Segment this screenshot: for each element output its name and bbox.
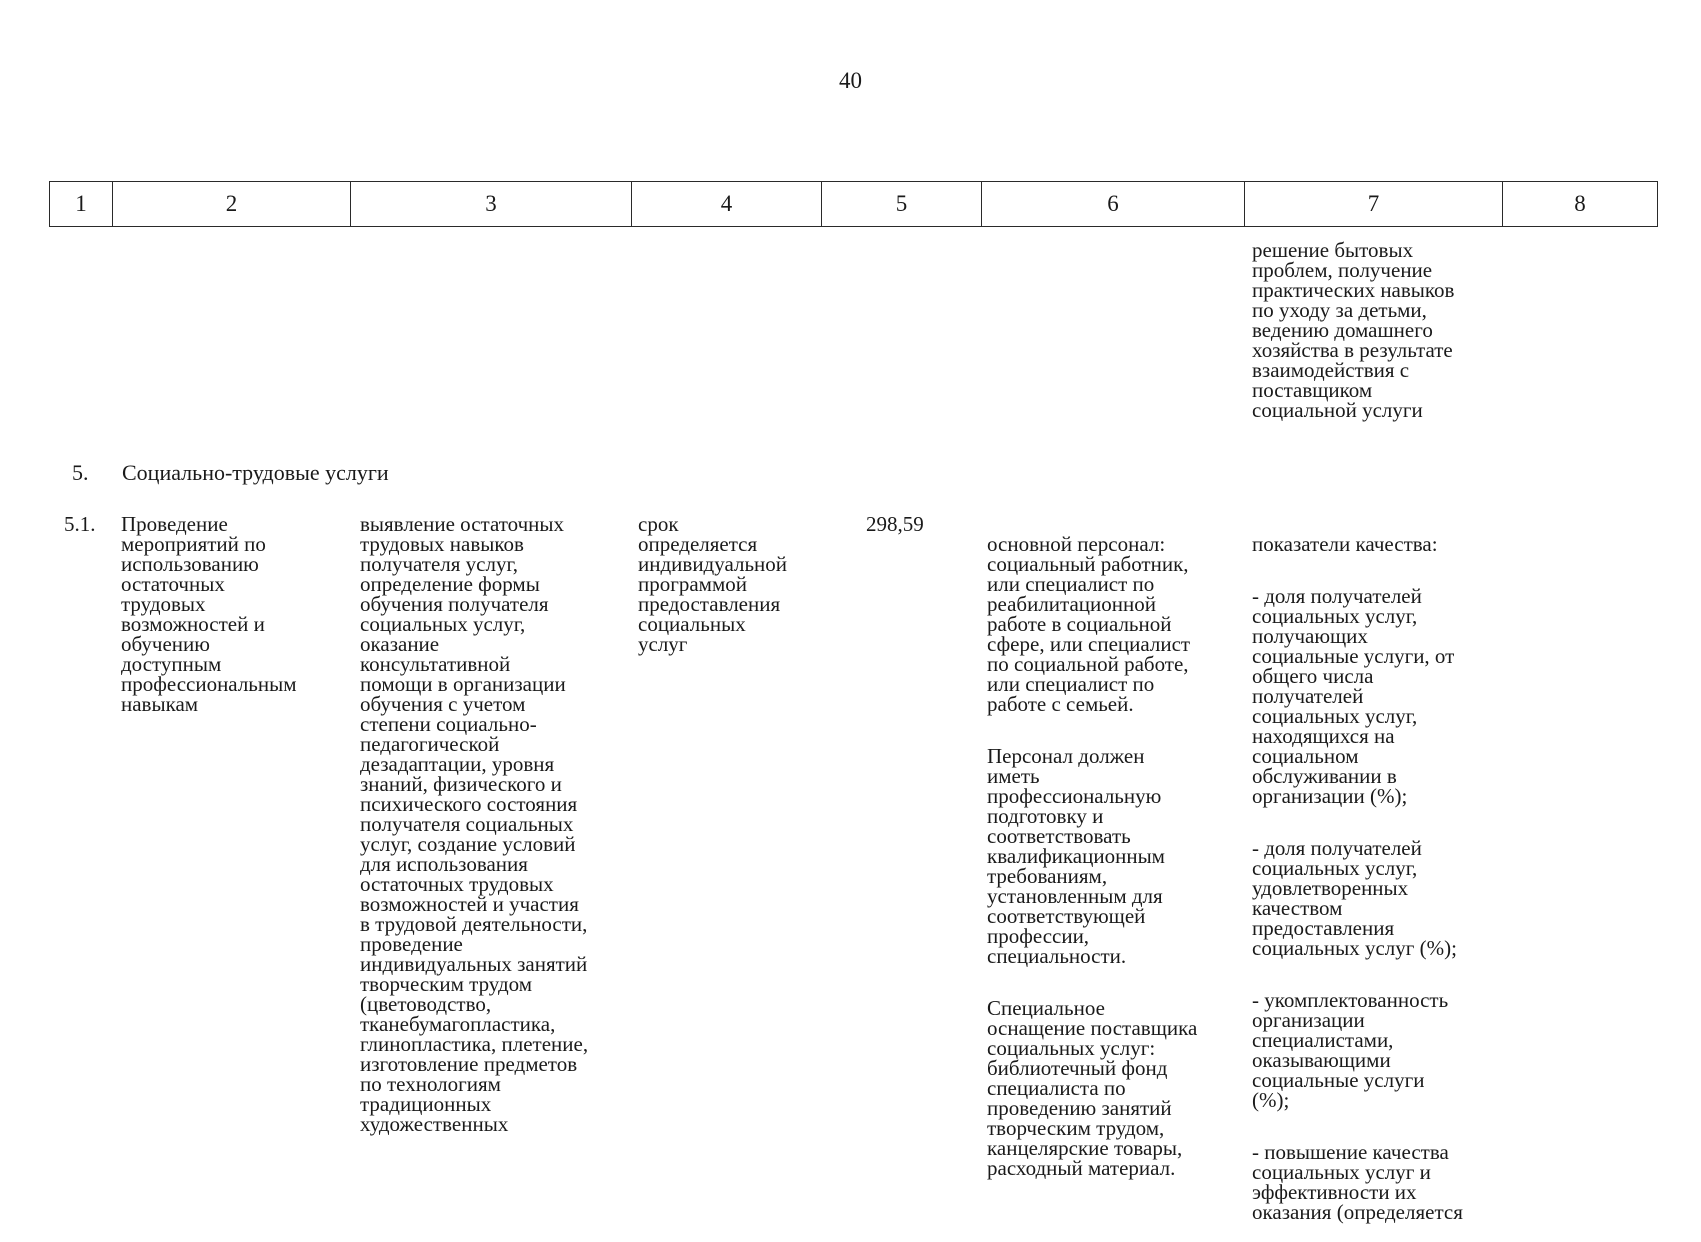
service-name: Проведение мероприятий по использованию остаточных трудовых возможностей и обучению доступным профессиональным навыкам bbox=[121, 512, 297, 716]
quality-paragraph: показатели качества: bbox=[1252, 532, 1438, 556]
column-number-3: 3 bbox=[351, 182, 632, 227]
column-number-4: 4 bbox=[632, 182, 822, 227]
column-number-1: 1 bbox=[50, 182, 113, 227]
column-number-5: 5 bbox=[822, 182, 982, 227]
column-number-header bbox=[49, 181, 1658, 227]
continuation-quality-text: решение бытовых проблем, получение практических навыков по уходу за детьми, ведению домашнего хозяйства в результате взаимодействия с поставщиком социальной услуги bbox=[1252, 238, 1455, 422]
service-term: срок определяется индивидуальной программой предоставления социальных услуг bbox=[638, 512, 787, 656]
personnel-paragraph: основной персонал: социальный работник, или специалист по реабилитационной работе в социальной сфере, или специалист по социальной работе, или специалист по работе с семьей. bbox=[987, 532, 1191, 716]
personnel-conditions bbox=[987, 514, 1247, 1198]
service-price: 298,59 bbox=[866, 512, 924, 536]
column-number-7: 7 bbox=[1245, 182, 1503, 227]
quality-paragraph: - повышение качества социальных услуг и эффективности их оказания (определяется bbox=[1252, 1140, 1463, 1224]
quality-paragraph: - укомплектованность организации специалистами, оказывающими социальные услуги (%); bbox=[1252, 988, 1449, 1112]
section-heading bbox=[72, 460, 389, 486]
page-number: 40 bbox=[839, 68, 862, 93]
quality-paragraph: - доля получателей социальных услуг, удовлетворенных качеством предоставления социальных услуг (%); bbox=[1252, 836, 1457, 960]
quality-paragraph: - доля получателей социальных услуг, получающих социальные услуги, от общего числа получателей социальных услуг, находящихся на социальном обслуживании в организации (%); bbox=[1252, 584, 1455, 808]
column-number-8: 8 bbox=[1503, 182, 1658, 227]
section-number: 5. bbox=[72, 460, 89, 485]
service-description: выявление остаточных трудовых навыков получателя услуг, определение формы обучения получателя социальных услуг, оказание консультативной помощи в организации обучения с учетом степени социально- педагогической дезадаптации, уровня знаний, физического и психического состояния получателя социальных услуг, создание условий для использования остаточных трудовых возможностей и участия в трудовой деятельности, проведение индивидуальных занятий творческим трудом (цветоводство, тканебумагопластика, глинопластика, плетение, изготовление предметов по технологиям традиционных художественных bbox=[360, 512, 589, 1136]
row-number: 5.1. bbox=[64, 512, 96, 536]
personnel-paragraph: Персонал должен иметь профессиональную подготовку и соответствовать квалификационным требованиям, установленным для соответствующей профессии, специальности. bbox=[987, 744, 1165, 968]
quality-indicators bbox=[1252, 514, 1512, 1242]
section-title: Социально-трудовые услуги bbox=[122, 460, 389, 485]
column-number-2: 2 bbox=[113, 182, 351, 227]
column-number-6: 6 bbox=[982, 182, 1245, 227]
personnel-paragraph: Специальное оснащение поставщика социальных услуг: библиотечный фонд специалиста по проведению занятий творческим трудом, канцелярские товары, расходный материал. bbox=[987, 996, 1198, 1180]
